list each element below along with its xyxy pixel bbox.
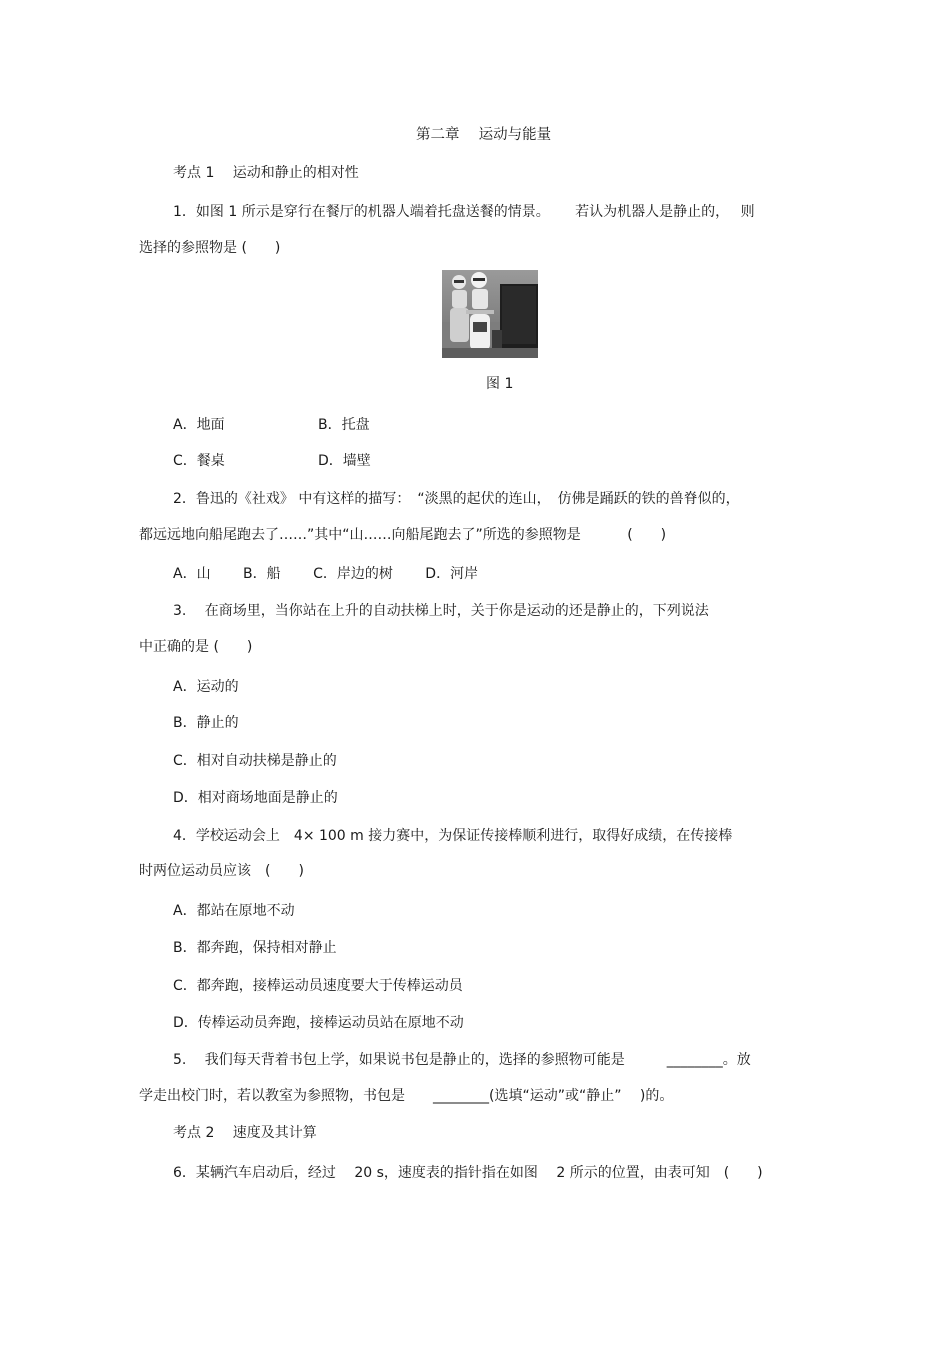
question-3-option-d: D．相对商场地面是静止的 xyxy=(173,790,338,806)
chapter-title: 第二章 运动与能量 xyxy=(416,127,552,143)
question-6-line-1: 6．某辆汽车启动后，经过 20 s，速度表的指针指在如图 2 所示的位置，由表可知 ( ) xyxy=(173,1165,763,1181)
question-3-option-b: B．静止的 xyxy=(173,715,239,731)
question-1-option-b: B．托盘 xyxy=(318,417,370,433)
question-3-line-1: 3. 在商场里，当你站在上升的自动扶梯上时，关于你是运动的还是静止的，下列说法 xyxy=(173,603,709,619)
question-1-option-c: C．餐桌 xyxy=(173,453,225,469)
section-heading-2: 考点 2 速度及其计算 xyxy=(173,1125,317,1141)
question-3-option-c: C．相对自动扶梯是静止的 xyxy=(173,753,337,769)
question-2-line-1: 2．鲁迅的《社戏》 中有这样的描写： “淡黑的起伏的连山， 仿佛是踊跃的铁的兽脊似的， xyxy=(173,491,740,507)
question-3-line-2: 中正确的是 ( ) xyxy=(139,639,253,655)
robot-waiter-photo xyxy=(442,270,538,358)
question-4-line-1: 4．学校运动会上 4× 100 m 接力赛中，为保证传接棒顺利进行，取得好成绩，在传接棒 xyxy=(173,828,733,844)
question-1-line-2: 选择的参照物是 ( ) xyxy=(139,240,281,256)
question-4-option-c: C．都奔跑，接棒运动员速度要大于传棒运动员 xyxy=(173,978,463,994)
question-4-line-2: 时两位运动员应该 ( ) xyxy=(139,863,304,879)
question-3-option-a: A．运动的 xyxy=(173,679,239,695)
figure-1-caption: 图 1 xyxy=(486,376,514,392)
question-1-option-d: D．墙壁 xyxy=(318,453,371,469)
question-4-option-d: D．传棒运动员奔跑，接棒运动员站在原地不动 xyxy=(173,1015,464,1031)
question-1-line-1: 1．如图 1 所示是穿行在餐厅的机器人端着托盘送餐的情景。 若认为机器人是静止的， 则 xyxy=(173,204,755,220)
question-4-option-b: B．都奔跑，保持相对静止 xyxy=(173,940,337,956)
question-2-options: A．山 B．船 C．岸边的树 D．河岸 xyxy=(173,566,479,582)
question-5-line-1: 5. 我们每天背着书包上学，如果说书包是静止的，选择的参照物可能是 ________。放 xyxy=(173,1052,751,1068)
section-heading-1: 考点 1 运动和静止的相对性 xyxy=(173,165,359,181)
question-1-option-a: A．地面 xyxy=(173,417,225,433)
question-2-line-2: 都远远地向船尾跑去了……”其中“山……向船尾跑去了”所选的参照物是 ( ) xyxy=(139,527,667,543)
question-5-line-2: 学走出校门时，若以教室为参照物，书包是 ________(选填“运动”或“静止” )的。 xyxy=(139,1088,674,1104)
question-4-option-a: A．都站在原地不动 xyxy=(173,903,295,919)
